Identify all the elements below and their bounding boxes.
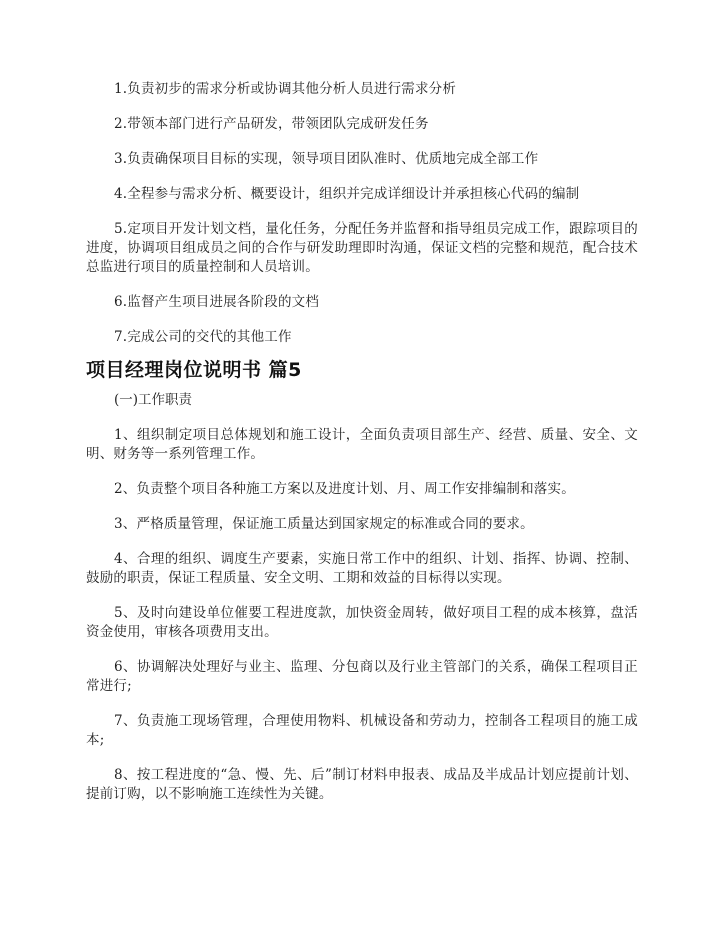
top-item-3: 3.负责确保项目目标的实现，领导项目团队准时、优质地完成全部工作 bbox=[114, 151, 539, 167]
top-item-7: 7.完成公司的交代的其他工作 bbox=[114, 329, 292, 345]
top-item-1: 1.负责初步的需求分析或协调其他分析人员进行需求分析 bbox=[114, 81, 457, 97]
top-item-4: 4.全程参与需求分析、概要设计，组织并完成详细设计并承担核心代码的编制 bbox=[114, 186, 580, 202]
duty-item-4: 4、合理的组织、调度生产要素，实施日常工作中的组织、计划、指挥、协调、控制、鼓励的职责，保证工程质量、安全文明、工期和效益的目标得以实现。 bbox=[86, 551, 638, 586]
duty-item-8: 8、按工程进度的“急、慢、先、后”制订材料申报表、成品及半成品计划应提前计划、提前订购，以不影响施工连续性为关键。 bbox=[86, 767, 638, 802]
top-item-5: 5.定项目开发计划文档，量化任务，分配任务并监督和指导组员完成工作，跟踪项目的进度，协调项目组成员之间的合作与研发助理即时沟通，保证文档的完整和规范，配合技术总监进行项目的质量控制和人员培训。 bbox=[86, 221, 638, 275]
top-item-2: 2.带领本部门进行产品研发，带领团队完成研发任务 bbox=[114, 116, 429, 132]
duty-item-1: 1、组织制定项目总体规划和施工设计，全面负责项目部生产、经营、质量、安全、文明、财务等一系列管理工作。 bbox=[86, 427, 638, 462]
duty-item-2: 2、负责整个项目各种施工方案以及进度计划、月、周工作安排编制和落实。 bbox=[114, 481, 575, 497]
section-heading: 项目经理岗位说明书 篇5 bbox=[86, 359, 302, 381]
duty-item-6: 6、协调解决处理好与业主、监理、分包商以及行业主管部门的关系，确保工程项目正常进行; bbox=[86, 659, 638, 694]
document-page bbox=[86, 80, 638, 804]
section-subheading: (一)工作职责 bbox=[114, 392, 193, 408]
duty-item-3: 3、严格质量管理，保证施工质量达到国家规定的标准或合同的要求。 bbox=[114, 516, 534, 532]
duty-item-5: 5、及时向建设单位催要工程进度款，加快资金周转，做好项目工程的成本核算，盘活资金使用，审核各项费用支出。 bbox=[86, 605, 638, 640]
top-item-6: 6.监督产生项目进展各阶段的文档 bbox=[114, 294, 320, 310]
duty-item-7: 7、负责施工现场管理，合理使用物料、机械设备和劳动力，控制各工程项目的施工成本; bbox=[86, 713, 638, 748]
